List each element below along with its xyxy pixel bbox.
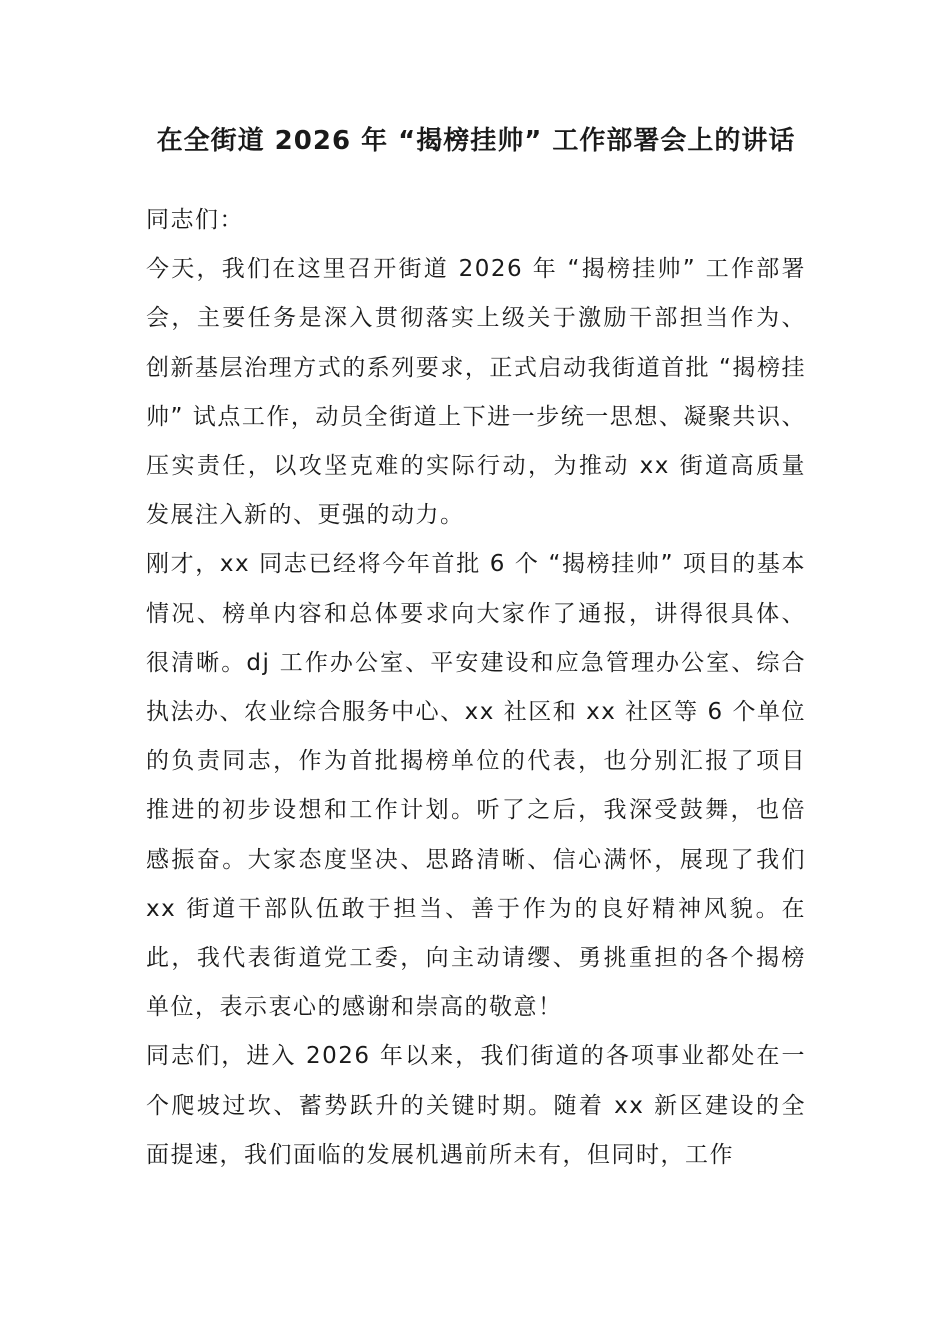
paragraph-3: 同志们，进入 2026 年以来，我们街道的各项事业都处在一个爬坡过坎、蓄势跃升的关键时期。随着 xx 新区建设的全面提速，我们面临的发展机遇前所未有，但同时，工作 (146, 1043, 806, 1168)
document-body (146, 196, 806, 1180)
salutation: 同志们： (146, 207, 244, 233)
document-title: 在全街道 2026 年 “揭榜挂帅” 工作部署会上的讲话 (156, 126, 796, 156)
paragraph-2: 刚才，xx 同志已经将今年首批 6 个 “揭榜挂帅” 项目的基本情况、榜单内容和总体要求向大家作了通报，讲得很具体、很清晰。dj 工作办公室、平安建设和应急管理办公室、综合执法办、农业综合服务中心、xx 社区和 xx 社区等 6 个单位的负责同志，作为首批揭榜单位的代表，也分别汇报了项目推进的初步设想和工作计划。听了之后，我深受鼓舞，也倍感振奋。大家态度坚决、思路清晰、信心满怀，展现了我们 xx 街道干部队伍敢于担当、善于作为的良好精神风貌。在此，我代表街道党工委，向主动请缨、勇挑重担的各个揭榜单位，表示衷心的感谢和崇高的敬意！ (146, 551, 806, 1021)
paragraph-1: 今天，我们在这里召开街道 2026 年 “揭榜挂帅” 工作部署会，主要任务是深入贯彻落实上级关于激励干部担当作为、创新基层治理方式的系列要求，正式启动我街道首批 “揭榜挂帅” 试点工作，动员全街道上下进一步统一思想、凝聚共识、压实责任，以攻坚克难的实际行动，为推动 xx 街道高质量发展注入新的、更强的动力。 (146, 256, 806, 529)
